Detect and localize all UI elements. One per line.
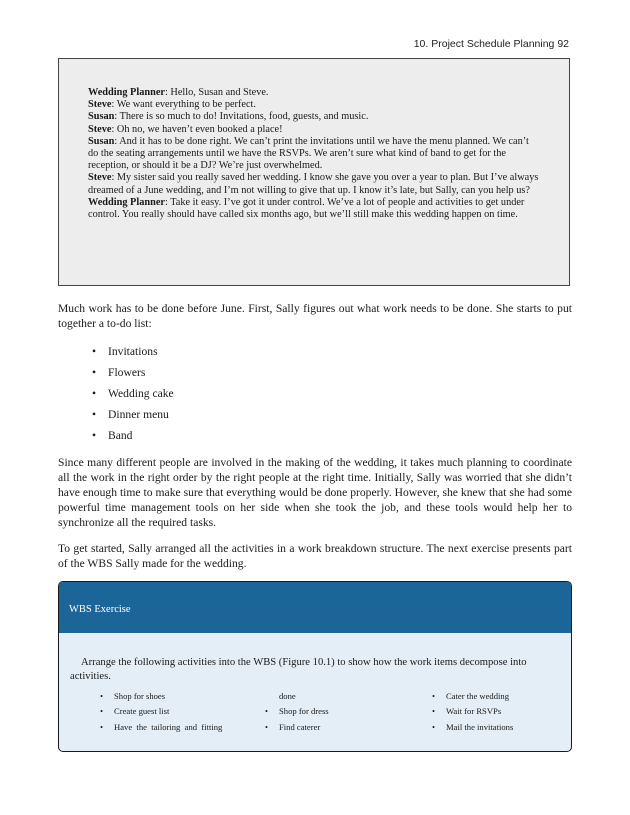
list-item: • Cater the wedding [432, 690, 562, 705]
list-item: • Flowers [92, 364, 174, 385]
speaker-name: Wedding Planner [88, 87, 165, 98]
list-item: • Shop for shoes [100, 690, 240, 705]
list-item: • Have the tailoring and fitting [100, 721, 240, 736]
dialogue-box [58, 58, 570, 286]
exercise-title: WBS Exercise [59, 582, 571, 633]
dialogue-line: Steve: We want everything to be perfect. [88, 99, 256, 111]
paragraph-coordination: Since many different people are involved in the making of the wedding, it takes much planning to coordinate all the work in the right order by the right people at the right time. Initially, Sally was worried that she didn’t have enough time to make sure that everything would be done properly. However, she knew that she had some powerful time management tools on her side when she took the job, and these tools would help her to synchronize all the required tasks. [58, 456, 572, 529]
speaker-name: Steve [88, 123, 112, 135]
speaker-name: Susan [88, 135, 115, 147]
dialogue-line: Steve: My sister said you really saved her wedding. I know she gave you over a year to plan. But I’ve always dreamed of a June wedding, and I’m not willing to give that up. I know it’s late, but Sally, can you help us? [88, 172, 539, 196]
paragraph-intro: Much work has to be done before June. First, Sally figures out what work needs to be done. She starts to put together a to-do list: [58, 302, 572, 330]
list-item: • Invitations [92, 343, 174, 364]
page-header: 10. Project Schedule Planning 92 [413, 38, 569, 50]
speaker-name: Steve [88, 99, 112, 111]
list-item: • Create guest list [100, 705, 240, 720]
list-item: • Dinner menu [92, 406, 174, 427]
list-item: done [279, 691, 296, 701]
speaker-name: Susan [88, 111, 115, 123]
activity-column-1 [100, 690, 240, 736]
wbs-exercise-box [58, 581, 572, 752]
dialogue-line: Susan: There is so much to do! Invitations, food, guests, and music. [88, 111, 369, 123]
dialogue-line: Wedding Planner: Hello, Susan and Steve. [88, 87, 269, 98]
list-item: • Mail the invitations [432, 721, 562, 736]
todo-list [92, 343, 174, 448]
list-item: • Wait for RSVPs [432, 705, 562, 720]
dialogue-line: Susan: And it has to be done right. We can’t print the invitations until we have the menu planned. We can’t do the seating arrangements until we have the RSVPs. We aren’t sure what kind of band to get for the reception, or should it be a DJ? We’re just overwhelmed. [88, 135, 529, 172]
speaker-name: Steve [88, 172, 112, 184]
dialogue-line: Steve: Oh no, we haven’t even booked a place! [88, 123, 283, 135]
dialogue-line: Wedding Planner: Take it easy. I’ve got it under control. We’ve a lot of people and activities to get under control. You really should have called six months ago, but we’ll still make this wedding happen on time. [88, 196, 525, 221]
list-item: • Find caterer [265, 721, 405, 736]
list-item: • Band [92, 427, 174, 448]
paragraph-wbs: To get started, Sally arranged all the activities in a work breakdown structure. The next exercise presents part of the WBS Sally made for the wedding. [58, 542, 572, 570]
exercise-intro: Arrange the following activities into the WBS (Figure 10.1) to show how the work items decompose into activities. [70, 657, 527, 682]
speaker-name: Wedding Planner [88, 196, 165, 208]
list-item: • Shop for dress [265, 705, 405, 720]
activity-column-2 [265, 690, 405, 736]
list-item: • Wedding cake [92, 385, 174, 406]
activity-column-3 [432, 690, 562, 736]
